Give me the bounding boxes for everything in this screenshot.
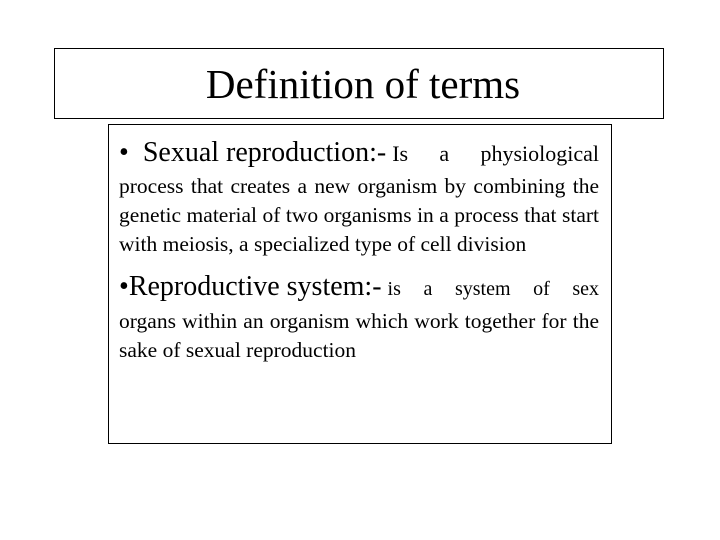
bullet-head — [119, 137, 599, 169]
bullet-head — [119, 271, 599, 303]
bullet-marker: • — [119, 137, 129, 168]
bullet-reproductive-system — [119, 271, 599, 365]
title-box — [54, 48, 664, 119]
content-box — [108, 124, 612, 444]
bullet-sexual-reproduction — [119, 137, 599, 259]
term-label: Reproductive system:- — [128, 271, 382, 302]
term-definition: organs within an organism which work together for the sake of sexual reproduction — [119, 309, 599, 362]
bullet-marker: • — [119, 271, 129, 302]
slide-title: Definition of terms — [205, 61, 521, 107]
term-definition-start: Is a physiological — [392, 141, 599, 166]
term-definition: process that creates a new organism by combining the genetic material of two organisms in a process that start with meiosis, a specialized type of cell division — [119, 174, 599, 256]
term-label: Sexual reproduction:- — [142, 137, 387, 168]
term-definition-start: is a system of sex — [387, 278, 599, 300]
